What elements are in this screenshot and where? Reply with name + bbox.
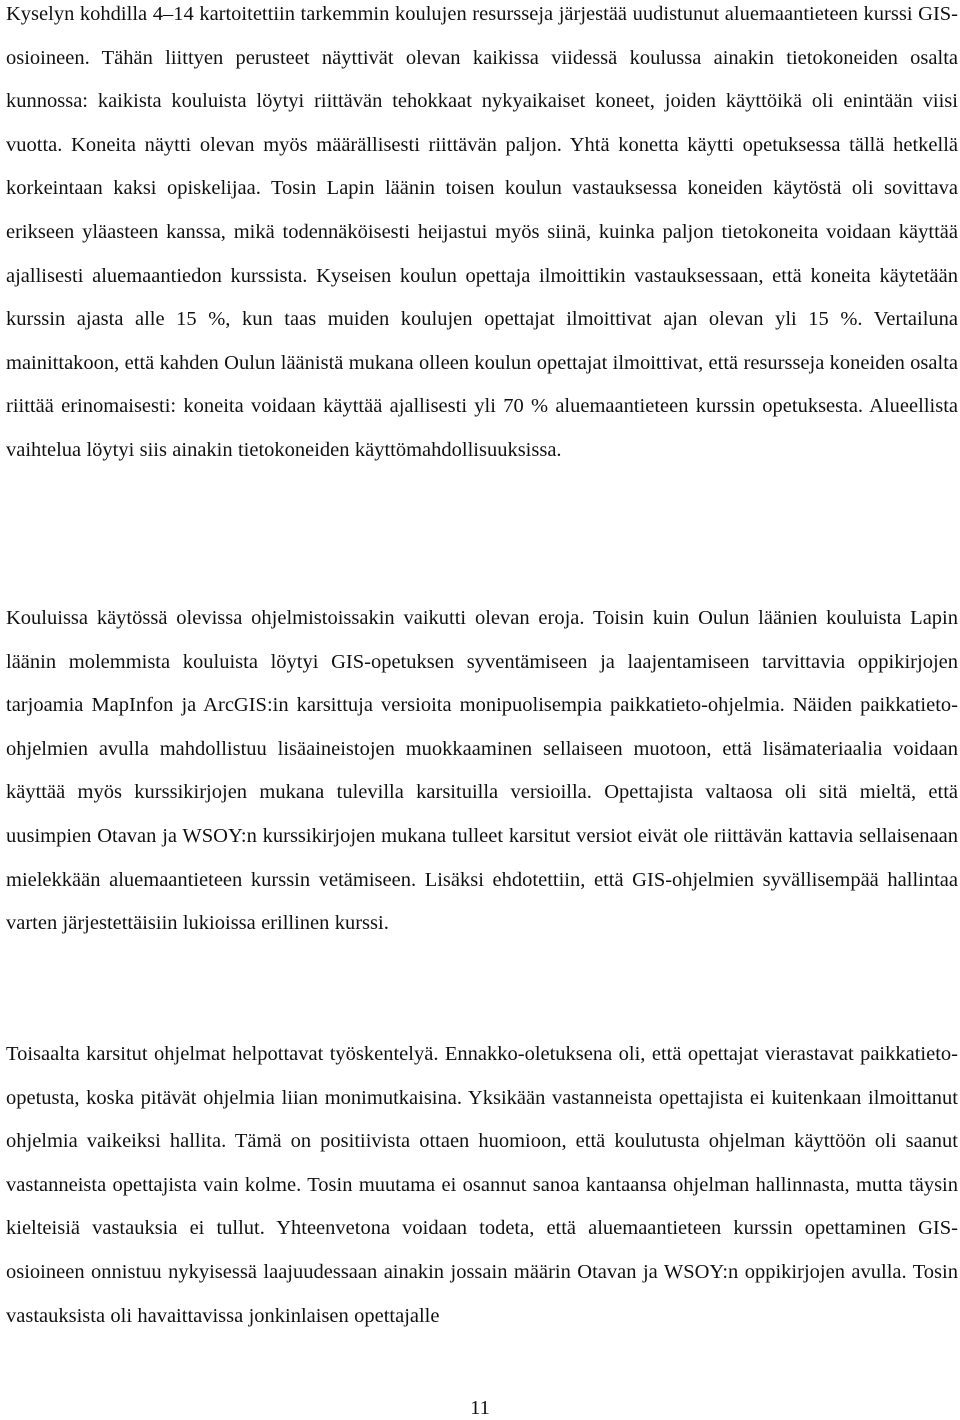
- page-number: 11: [470, 1397, 490, 1419]
- body-paragraph-1: Kyselyn kohdilla 4–14 kartoitettiin tarkemmin koulujen resursseja järjestää uudistunut aluemaantieteen kurssi GIS-osioineen. Tähän liittyen perusteet näyttivät olevan kaikissa viidessä koulussa ainakin tietokoneiden osalta kunnossa: kaikista kouluista löytyi riittävän tehokkaat nykyaikaiset koneet, joiden käyttöikä oli enintään viisi vuotta. Koneita näytti olevan myös määrällisesti riittävän paljon. Yhtä konetta käytti opetuksessa tällä hetkellä korkeintaan kaksi opiskelijaa. Tosin Lapin läänin toisen koulun vastauksessa koneiden käytöstä oli sovittava erikseen yläasteen kanssa, mikä todennäköisesti heijastui myös siinä, kuinka paljon tietokoneita voidaan käyttää ajallisesti aluemaantiedon kurssista. Kyseisen koulun opettaja ilmoittikin vastauksessaan, että koneita käytetään kurssin ajasta alle 15 %, kun taas muiden koulujen opettajat ilmoittivat ajan olevan yli 15 %. Vertailuna mainittakoon, että kahden Oulun läänistä mukana olleen koulun opettajat ilmoittivat, että resursseja koneiden osalta riittää erinomaisesti: koneita voidaan käyttää ajallisesti yli 70 % aluemaantieteen kurssin opetuksesta. Alueellista vaihtelua löytyi siis ainakin tietokoneiden käyttömahdollisuuksissa.: [6, 3, 958, 461]
- body-paragraph-3: Toisaalta karsitut ohjelmat helpottavat työskentelyä. Ennakko-oletuksena oli, että opettajat vierastavat paikkatieto-opetusta, koska pitävät ohjelmia liian monimutkaisina. Yksikään vastanneista opettajista ei kuitenkaan ilmoittanut ohjelmia vaikeiksi hallita. Tämä on positiivista ottaen huomioon, että koulutusta ohjelman käyttöön oli saanut vastanneista opettajista vain kolme. Tosin muutama ei osannut sanoa kantaansa ohjelman hallinnasta, mutta täysin kielteisiä vastauksia ei tullut. Yhteenvetona voidaan todeta, että aluemaantieteen kurssin opettaminen GIS-osioineen onnistuu nykyisessä laajuudessaan ainakin jossain määrin Otavan ja WSOY:n oppikirjojen avulla. Tosin vastauksista oli havaittavissa jonkinlaisen opettajalle: [6, 1043, 958, 1327]
- body-paragraph-2: Kouluissa käytössä olevissa ohjelmistoissakin vaikutti olevan eroja. Toisin kuin Oulun läänien kouluista Lapin läänin molemmista kouluista löytyi GIS-opetuksen syventämiseen ja laajentamiseen tarvittavia oppikirjojen tarjoamia MapInfon ja ArcGIS:in karsittuja versioita monipuolisempia paikkatieto-ohjelmia. Näiden paikkatieto-ohjelmien avulla mahdollistuu lisäaineistojen muokkaaminen sellaiseen muotoon, että lisämateriaalia voidaan käyttää myös kurssikirjojen mukana tulevilla karsituilla versioilla. Opettajista valtaosa oli sitä mieltä, että uusimpien Otavan ja WSOY:n kurssikirjojen mukana tulleet karsitut versiot eivät ole riittävän kattavia sellaisenaan mielekkään aluemaantieteen kurssin vetämiseen. Lisäksi ehdotettiin, että GIS-ohjelmien syvällisempää hallintaa varten järjestettäisiin lukioissa erillinen kurssi.: [6, 607, 958, 935]
